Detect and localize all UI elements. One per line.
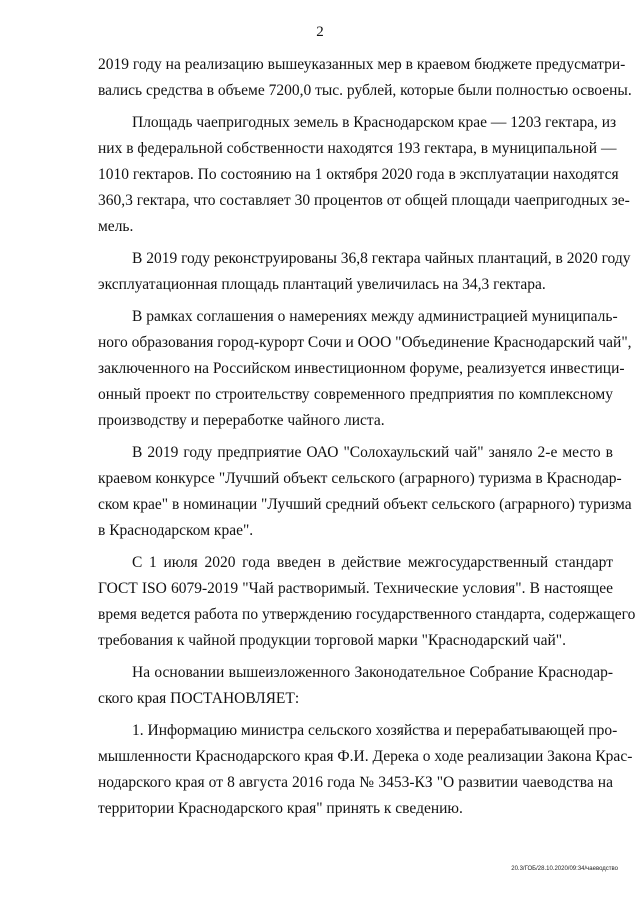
text-line: нодарского края от 8 августа 2016 года № 3453-КЗ "О развитии чаеводства на (98, 774, 613, 791)
text-line: заключенного на Российском инвестиционном форуме, реализуется инвестици- (98, 360, 625, 377)
text-line: 1. Информацию министра сельского хозяйства и перерабатывающей про- (132, 722, 618, 739)
text-line: В 2019 году предприятие ОАО "Солохаульский чай" заняло 2-е место в (132, 444, 613, 461)
text-line: требования к чайной продукции торговой марки "Краснодарский чай". (98, 632, 566, 649)
text-line: ГОСТ ISO 6079-2019 "Чай растворимый. Технические условия". В настоящее (98, 580, 613, 597)
text-line: в Краснодарском крае". (98, 522, 254, 539)
paragraph (98, 246, 631, 298)
paragraph (98, 110, 630, 240)
text-line: 1010 гектаров. По состоянию на 1 октября 2020 года в эксплуатации находятся (98, 166, 619, 183)
text-line: ском крае" в номинации "Лучший средний объект сельского (аграрного) туризма (98, 496, 632, 513)
paragraph (98, 440, 632, 544)
page-number: 2 (316, 24, 324, 40)
paragraph (98, 718, 633, 822)
text-line: них в федеральной собственности находятся 193 гектара, в муниципальной — (98, 140, 617, 157)
text-line: производству и переработке чайного листа. (98, 412, 385, 429)
paragraph (98, 550, 636, 654)
text-line: 2019 году на реализацию вышеуказанных мер в краевом бюджете предусматри- (98, 56, 626, 73)
document-footer-code: 20.3/ГОБ/28.10.2020/09:34/чаеводство (511, 866, 618, 872)
text-line: ного образования город-курорт Сочи и ООО "Объединение Краснодарский чай", (98, 334, 632, 351)
text-line: В рамках соглашения о намерениях между администрацией муниципаль- (132, 308, 618, 325)
text-line: 360,3 гектара, что составляет 30 процентов от общей площади чаепригодных зе- (98, 192, 630, 209)
text-line: В 2019 году реконструированы 36,8 гектара чайных плантаций, в 2020 году (132, 250, 631, 267)
text-line: вались средства в объеме 7200,0 тыс. рублей, которые были полностью освоены. (98, 82, 632, 99)
text-line: мель. (98, 218, 134, 235)
text-line: территории Краснодарского края" принять к сведению. (98, 800, 463, 817)
text-line: На основании вышеизложенного Законодательное Собрание Краснодар- (132, 664, 613, 681)
paragraph (98, 660, 613, 712)
paragraph (98, 304, 632, 434)
paragraph (98, 52, 632, 104)
text-line: С 1 июля 2020 года введен в действие межгосударственный стандарт (132, 554, 613, 571)
text-line: онный проект по строительству современного предприятия по комплексному (98, 386, 613, 403)
text-line: ского края ПОСТАНОВЛЯЕТ: (98, 690, 300, 707)
text-line: краевом конкурсе "Лучший объект сельского (аграрного) туризма в Краснодар- (98, 470, 622, 487)
document-body (98, 52, 636, 822)
text-line: время ведется работа по утверждению государственного стандарта, содержащего (98, 606, 636, 623)
text-line: эксплуатационная площадь плантаций увеличилась на 34,3 гектара. (98, 276, 546, 293)
text-line: мышленности Краснодарского края Ф.И. Дерека о ходе реализации Закона Крас- (98, 748, 633, 765)
text-line: Площадь чаепригодных земель в Краснодарском крае — 1203 гектара, из (132, 114, 617, 131)
